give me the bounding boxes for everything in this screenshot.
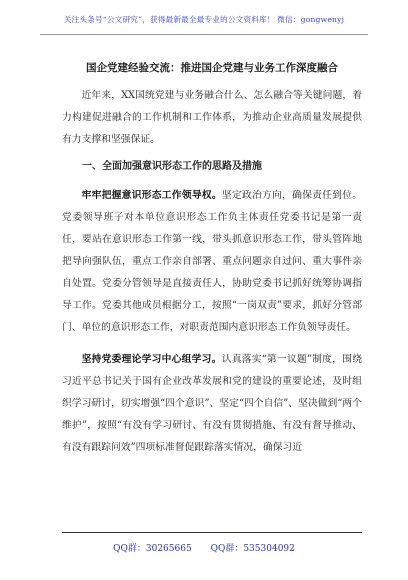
paragraph-study-group xyxy=(62,349,362,459)
header-divider xyxy=(40,34,368,35)
footer-contact xyxy=(0,541,408,554)
document-title: 国企党建经验交流：推进国企党建与业务工作深度融合 xyxy=(86,62,338,74)
section-heading: 一、全面加强意识形态工作的思路及措施 xyxy=(82,161,262,172)
paragraph-leadership xyxy=(62,185,362,339)
footer-qq-group-1: QQ群：30265665 xyxy=(113,544,192,554)
footer-divider xyxy=(62,532,362,533)
header-promo-text: 关注头条号“公文研究”，获得最新最全最专业的公文资料库！ 微信：gongwenyj xyxy=(63,15,345,24)
document-body xyxy=(62,60,362,459)
footer-qq-group-2: QQ群：535304092 xyxy=(210,544,295,554)
paragraph-lead: 牢牢把握意识形态工作领导权。 xyxy=(81,190,222,201)
paragraph-body: 认真落实“第一议题”制度，围绕习近平总书记关于国有企业改革发展和党的建设的重要论述，及时组织学习研讨，切实增强“四个意识”、坚定“四个自信”、坚决做到“两个维护”，按照“有没有学习研讨、有没有贯彻措施、有没有督导推动、有没有跟踪问效”四项标准督促跟踪落实情况，确保习近 xyxy=(62,354,362,453)
paragraph-lead: 坚持党委理论学习中心组学习。 xyxy=(81,354,222,365)
paragraph-body: 坚定政治方向，确保责任到位。党委领导班子对本单位意识形态工作负主体责任党委书记是第一责任，要站在意识形态工作第一线，带头抓意识形态工作，带头管阵地把导向强队伍，重点工作亲自部署、重点问题亲自过问、重大事件亲自处置。党委分管领导是直接责任人，协助党委书记抓好统筹协调指导工作。党委其他成员根据分工，按照“一岗双责”要求，抓好分管部门、单位的意识形态工作，对职责范围内意识形态工作负领导责任。 xyxy=(62,190,363,333)
intro-paragraph: 近年来，XX国统党建与业务融合什么、怎么融合等关键问题，着力构建促进融合的工作机制和工作体系，为推动企业高质量发展提供有力支撑和坚强保证。 xyxy=(62,90,362,145)
